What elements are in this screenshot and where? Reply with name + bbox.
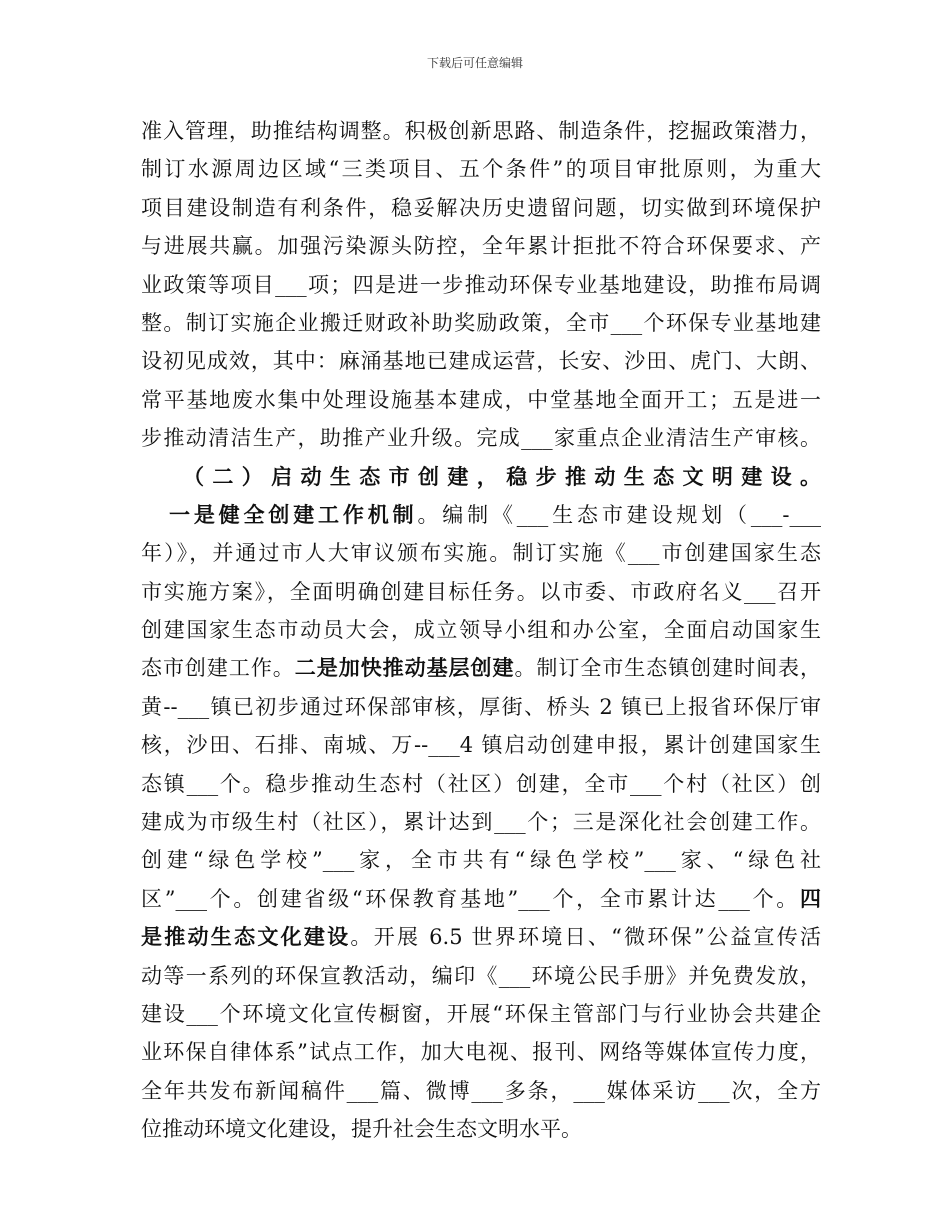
text-segment: 动等一系列的环保宣教活动，编印《___环境公民手册》并免费发放， xyxy=(141,963,821,988)
text-line xyxy=(141,880,821,918)
text-segment: 年）》，并通过市人大审议颁布实施。制订实施《___市创建国家生态 xyxy=(141,541,821,566)
text-segment: 区”___个。创建省级“环保教育基地”___个，全市累计达___个。 xyxy=(141,886,800,911)
text-segment: 准入管理，助推结构调整。积极创新思路、制造条件，挖掘政策潜力， xyxy=(141,119,821,143)
text-segment: 步推动清洁生产，助推产业升级。完成___家重点企业清洁生产审核。 xyxy=(141,426,821,451)
bold-heading-segment: 四 xyxy=(800,885,821,911)
text-line xyxy=(141,918,821,956)
text-line xyxy=(141,1033,821,1071)
text-segment: 建成为市级生村（社区），累计达到___个；三是深化社会创建工作。 xyxy=(141,810,821,835)
text-line xyxy=(141,803,821,841)
text-segment: 市实施方案》，全面明确创建目标任务。以市委、市政府名义___召开 xyxy=(141,579,821,604)
text-line xyxy=(141,573,821,611)
text-segment: 黄--___镇已初步通过环保部审核，厚街、桥头 2 镇已上报省环保厅审 xyxy=(141,694,821,719)
text-line xyxy=(141,304,821,342)
text-segment: 业环保自律体系”试点工作，加大电视、报刊、网络等媒体宣传力度， xyxy=(141,1040,821,1065)
text-line xyxy=(141,419,821,457)
text-segment: 建设___个环境文化宣传橱窗，开展“环保主管部门与行业协会共建企 xyxy=(141,1001,821,1026)
text-segment: 业政策等项目___项；四是进一步推动环保专业基地建设，助推布局调 xyxy=(141,272,821,297)
text-segment: 。制订全市生态镇创建时间表， xyxy=(514,656,822,681)
text-line xyxy=(141,458,821,496)
text-line xyxy=(141,534,821,572)
body-text xyxy=(141,112,821,1149)
text-segment: 与进展共赢。加强污染源头防控，全年累计拒批不符合环保要求、产 xyxy=(141,234,821,259)
text-line xyxy=(141,112,821,150)
bold-heading-segment: （二）启动生态市创建，稳步推动生态文明建设。 xyxy=(183,463,821,489)
text-line xyxy=(141,765,821,803)
text-line xyxy=(141,649,821,687)
text-segment: 。编制《___生态市建设规划（___-___ xyxy=(417,502,821,527)
text-line xyxy=(141,227,821,265)
text-line xyxy=(141,381,821,419)
text-line xyxy=(141,688,821,726)
text-line xyxy=(141,611,821,649)
text-line xyxy=(141,995,821,1033)
text-segment: 制订水源周边区域“三类项目、五个条件”的项目审批原则，为重大 xyxy=(141,157,821,182)
text-line xyxy=(141,496,821,534)
text-line xyxy=(141,726,821,764)
text-line xyxy=(141,189,821,227)
text-line xyxy=(141,1072,821,1110)
text-segment: 常平基地废水集中处理设施基本建成，中堂基地全面开工；五是进一 xyxy=(141,387,821,412)
page-header: 下载后可任意编辑 xyxy=(426,56,523,70)
text-line xyxy=(141,266,821,304)
text-segment: 创建“绿色学校”___家，全市共有“绿色学校”___家、“绿色社 xyxy=(141,848,821,873)
text-segment: 全年共发布新闻稿件___篇、微博___多条，___媒体采访___次，全方 xyxy=(141,1078,821,1103)
text-segment: 位推动环境文化建设，提升社会生态文明水平。 xyxy=(141,1117,582,1142)
text-segment: 态市创建工作。 xyxy=(141,656,295,681)
text-segment: 整。制订实施企业搬迁财政补助奖励政策，全市___个环保专业基地建 xyxy=(141,310,821,335)
bold-heading-segment: 二是加快推动基层创建 xyxy=(294,655,515,681)
text-segment: 。开展 6.5 世界环境日、“微环保”公益宣传活 xyxy=(350,925,822,950)
text-segment: 创建国家生态市动员大会，成立领导小组和办公室，全面启动国家生 xyxy=(141,618,821,643)
text-line xyxy=(141,841,821,879)
text-line xyxy=(141,150,821,188)
text-segment: 设初见成效，其中：麻涌基地已建成运营，长安、沙田、虎门、大朗、 xyxy=(141,349,821,374)
bold-heading-segment: 是推动生态文化建设 xyxy=(141,924,351,950)
text-segment: 项目建设制造有利条件，稳妥解决历史遗留问题，切实做到环境保护 xyxy=(141,195,821,220)
bold-heading-segment: 一是健全创建工作机制 xyxy=(169,501,418,527)
text-line xyxy=(141,342,821,380)
text-line xyxy=(141,957,821,995)
text-line xyxy=(141,1110,821,1148)
text-segment: 核，沙田、石排、南城、万--___4 镇启动创建申报，累计创建国家生 xyxy=(141,733,821,758)
text-segment: 态镇___个。稳步推动生态村（社区）创建，全市___个村（社区）创 xyxy=(141,771,821,796)
